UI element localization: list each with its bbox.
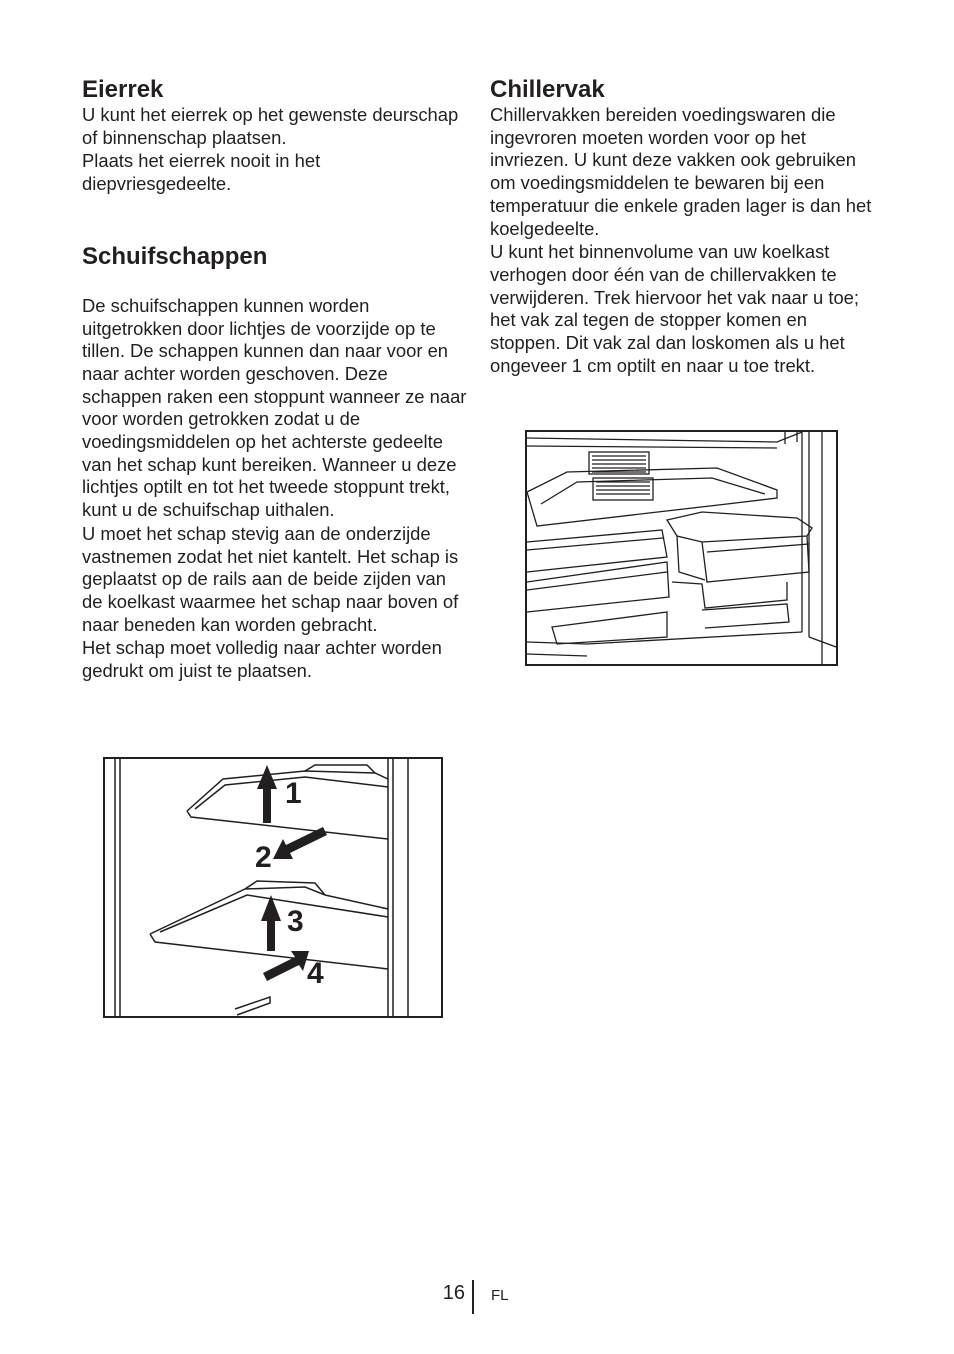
schuifschappen-paragraph-3: Het schap moet volledig naar achter worden gedrukt om juist te plaatsen. <box>82 637 442 682</box>
page-footer <box>0 1280 954 1320</box>
chillervak-paragraph-1: Chillervakken bereiden voedingswaren die ingevroren moeten worden voor op het invriezen. U kunt deze vakken ook gebruiken om voedingsmiddelen te bewaren bij een temperatuur die enkele graden lager is dan het koelgedeelte. <box>490 104 872 239</box>
footer-divider <box>472 1280 474 1314</box>
right-column <box>490 76 875 377</box>
step-label-4: 4 <box>307 957 324 990</box>
eierrek-heading: Eierrek <box>82 76 164 103</box>
schuifschappen-heading: Schuifschappen <box>82 242 268 270</box>
chiller-drawer-illustration <box>525 430 838 666</box>
chillervak-heading: Chillervak <box>490 76 605 103</box>
eierrek-paragraph-2: Plaats het eierrek nooit in het diepvriesgedeelte. <box>82 150 321 195</box>
step-label-1: 1 <box>285 777 302 810</box>
schuifschappen-paragraph-2: U moet het schap stevig aan de onderzijde vastnemen zodat het niet kantelt. Het schap is geplaatst op de rails aan de beide zijden van de koelkast waarmee het schap naar boven of naar beneden kan worden gebracht. <box>82 522 459 635</box>
step-label-3: 3 <box>287 905 304 938</box>
eierrek-paragraph-1: U kunt het eierrek op het gewenste deurschap of binnenschap plaatsen. <box>82 104 459 148</box>
schuifschappen-paragraph-1: De schuifschappen kunnen worden uitgetrokken door lichtjes de voorzijde op te tillen. De schappen kunnen dan naar voor en naar achter worden geschoven. Deze schappen raken een stoppunt wanneer ze naar voor worden getrokken zodat u de voedingsmiddelen op het achterste gedeelte van het schap kunt bereiken. Wanneer u deze lichtjes optilt en tot het tweede stoppunt trekt, kunt u de schuifschap uithalen. <box>82 294 467 521</box>
page-number: 16 <box>442 1282 465 1304</box>
language-code: FL <box>491 1287 509 1304</box>
sliding-shelf-illustration <box>103 757 443 1018</box>
chillervak-paragraph-2: U kunt het binnenvolume van uw koelkast verhogen door één van de chillervakken te verwijderen. Trek hiervoor het vak naar u toe; het vak zal tegen de stopper komen en stoppen. Dit vak zal dan loskomen als u het ongeveer 1 cm optilt en naar u toe trekt. <box>490 241 860 376</box>
left-column <box>82 76 467 683</box>
step-label-2: 2 <box>255 841 272 874</box>
